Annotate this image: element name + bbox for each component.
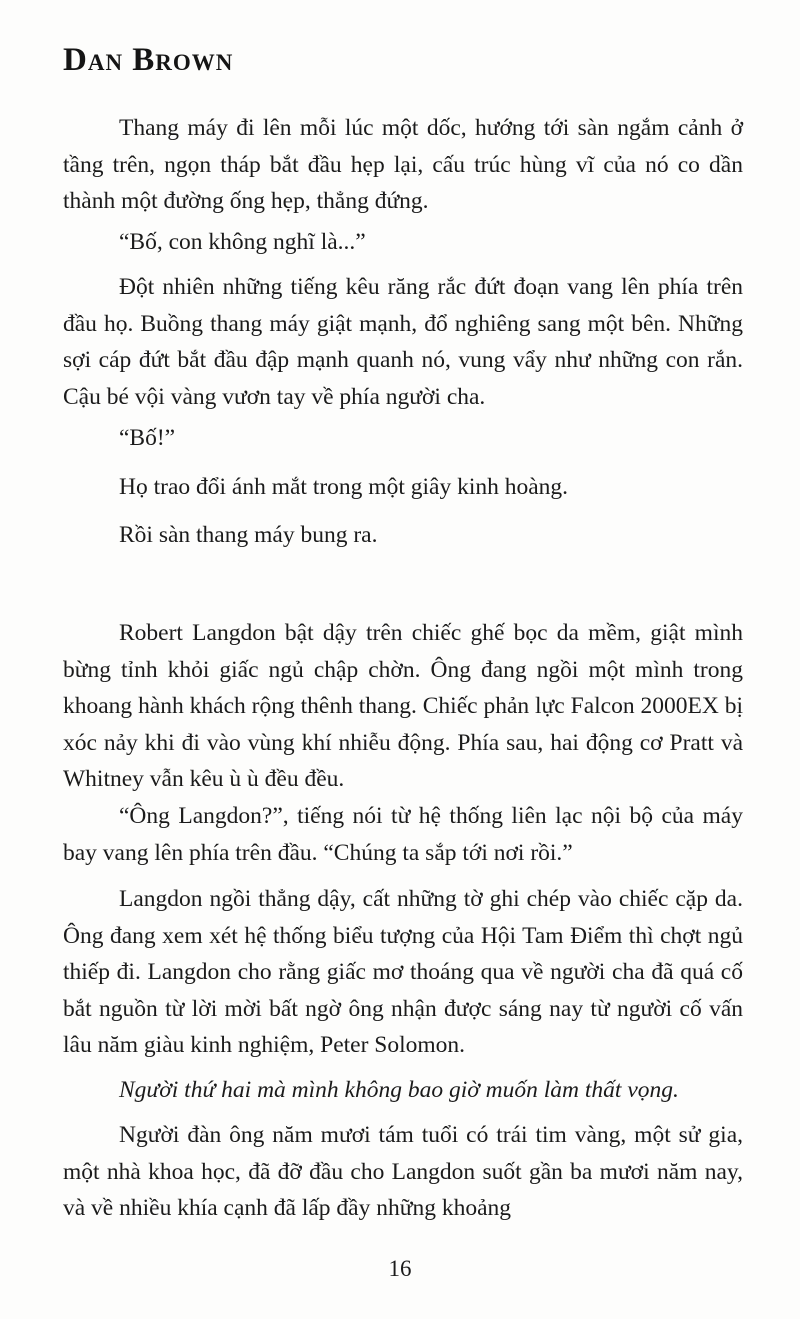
- running-head-author: Dan Brown: [63, 42, 234, 78]
- paragraph: Robert Langdon bật dậy trên chiếc ghế bọc da mềm, giật mình bừng tỉnh khỏi giấc ngủ chập chờn. Ông đang ngồi một mình trong khoang hành khách rộng thênh thang. Chiếc phản lực Falcon 2000EX bị xóc nảy khi đi vào vùng khí nhiễu động. Phía sau, hai động cơ Pratt và Whitney vẫn kêu ù ù đều đều.: [63, 620, 743, 792]
- paragraph: Rồi sàn thang máy bung ra.: [119, 522, 378, 548]
- paragraph-italic: Người thứ hai mà mình không bao giờ muốn làm thất vọng.: [119, 1077, 679, 1103]
- page-number: 16: [388, 1256, 412, 1281]
- paragraph: “Ông Langdon?”, tiếng nói từ hệ thống liên lạc nội bộ của máy bay vang lên phía trên đầu. “Chúng ta sắp tới nơi rồi.”: [63, 803, 743, 866]
- paragraph: Đột nhiên những tiếng kêu răng rắc đứt đoạn vang lên phía trên đầu họ. Buồng thang máy giật mạnh, đổ nghiêng sang một bên. Những sợi cáp đứt bắt đầu đập mạnh quanh nó, vung vẩy như những con rắn. Cậu bé vội vàng vươn tay về phía người cha.: [63, 274, 743, 410]
- paragraph: Người đàn ông năm mươi tám tuổi có trái tim vàng, một sử gia, một nhà khoa học, đã đỡ đầu cho Langdon suốt gần ba mươi năm nay, và về nhiều khía cạnh đã lấp đầy những khoảng: [63, 1122, 743, 1221]
- paragraph: Thang máy đi lên mỗi lúc một dốc, hướng tới sàn ngắm cảnh ở tầng trên, ngọn tháp bắt đầu hẹp lại, cấu trúc hùng vĩ của nó co dần thành một đường ống hẹp, thẳng đứng.: [63, 115, 743, 214]
- paragraph: Họ trao đổi ánh mắt trong một giây kinh hoàng.: [119, 474, 569, 500]
- paragraph: “Bố!”: [119, 425, 176, 451]
- paragraph: Langdon ngồi thẳng dậy, cất những tờ ghi chép vào chiếc cặp da. Ông đang xem xét hệ thống biểu tượng của Hội Tam Điểm thì chợt ngủ thiếp đi. Langdon cho rằng giấc mơ thoáng qua về người cha đã quá cố bắt nguồn từ lời mời bất ngờ ông nhận được sáng nay từ người cố vấn lâu năm giàu kinh nghiệm, Peter Solomon.: [63, 886, 743, 1058]
- paragraph: “Bố, con không nghĩ là...”: [119, 229, 366, 255]
